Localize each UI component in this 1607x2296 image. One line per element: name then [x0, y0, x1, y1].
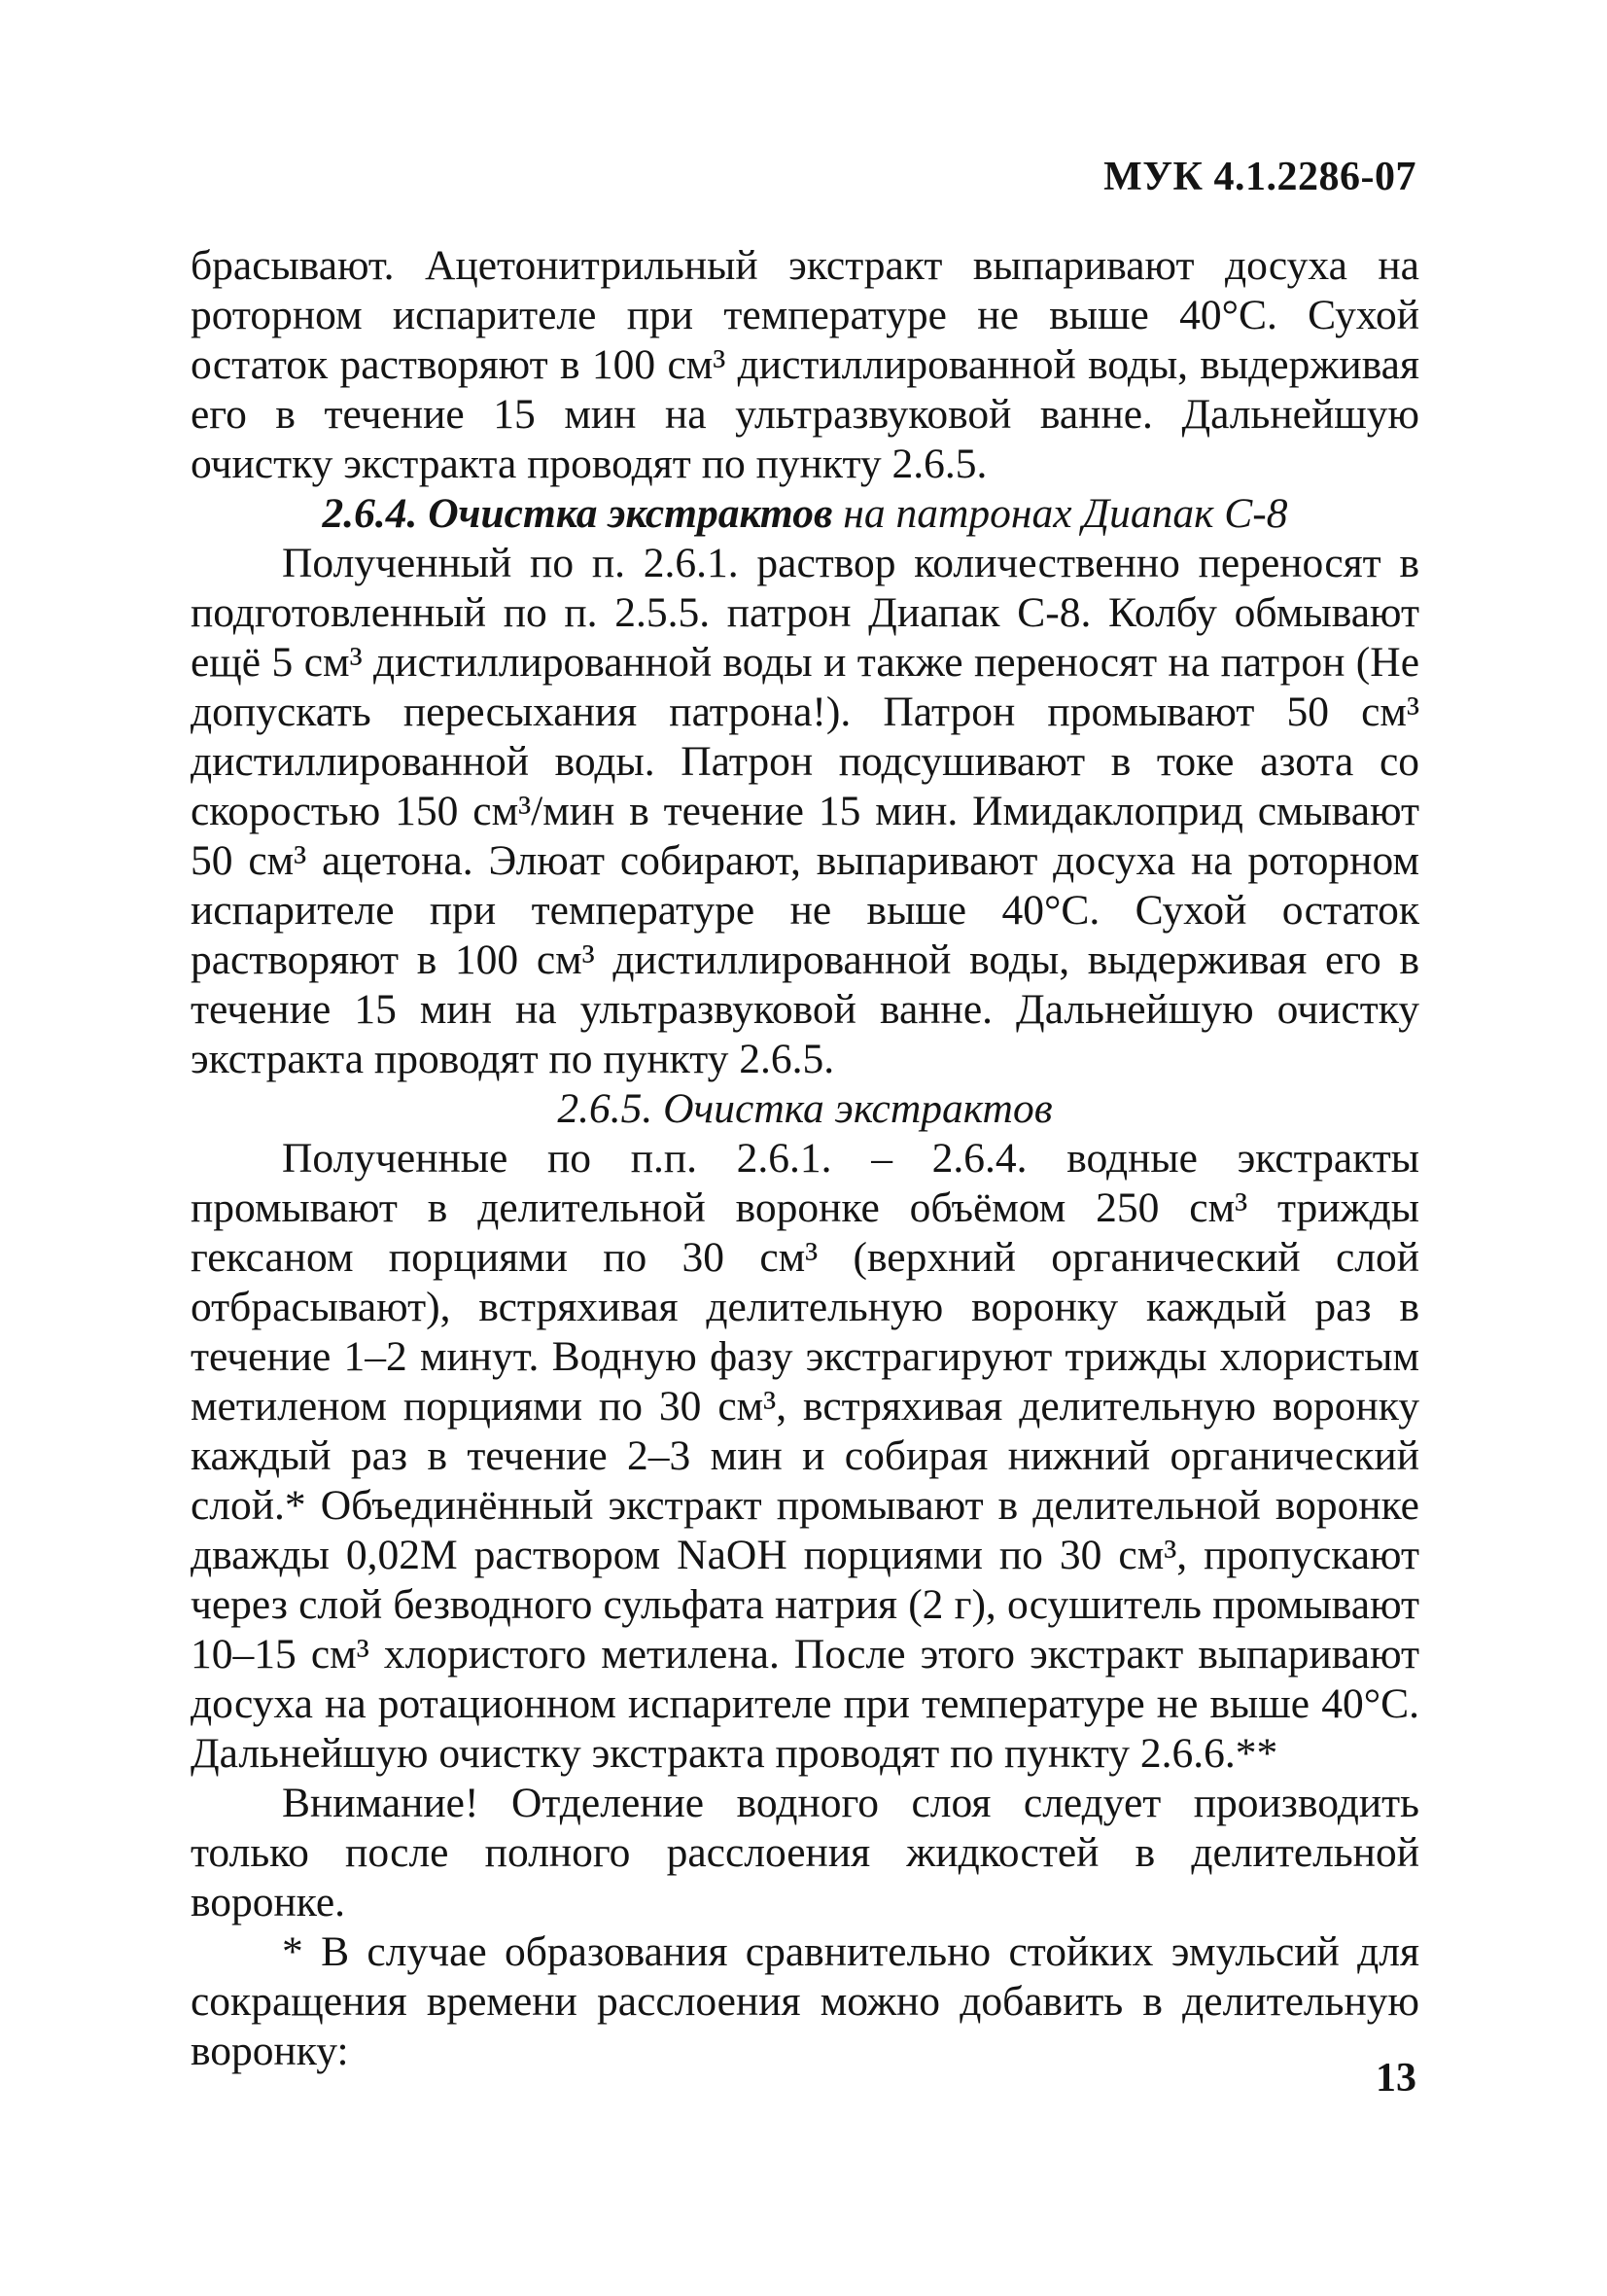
document-code: МУК 4.1.2286-07: [1103, 155, 1416, 199]
footnote-emulsion: * В случае образования сравнительно стойких эмульсий для сокращения времени расслоения можно добавить в делительную воронку:: [191, 1928, 1419, 2074]
section-heading-2-6-4: [191, 489, 1419, 539]
paragraph-cartridge-cleanup: Полученный по п. 2.6.1. раствор количественно переносят в подготовленный по п. 2.5.5. патрон Диапак С-8. Колбу обмывают ещё 5 см³ дистиллированной воды и также переносят на патрон (Не допускать пересыхания патрона!). Патрон промывают 50 см³ дистиллированной воды. Патрон подсушивают в токе азота со скоростью 150 см³/мин в течение 15 мин. Имидаклоприд смывают 50 см³ ацетона. Элюат собирают, выпаривают досуха на роторном испарителе при температуре не выше 40°С. Сухой остаток растворяют в 100 см³ дистиллированной воды, выдерживая его в течение 15 мин на ультразвуковой ванне. Дальнейшую очистку экстракта проводят по пункту 2.6.5.: [191, 540, 1419, 1082]
section-heading-2-6-5: 2.6.5. Очистка экстрактов: [557, 1085, 1053, 1132]
paragraph-extract-cleanup: Полученные по п.п. 2.6.1. – 2.6.4. водные экстракты промывают в делительной воронке объёмом 250 см³ трижды гексаном порциями по 30 см³ (верхний органический слой отбрасывают), встряхивая делительную воронку каждый раз в течение 1–2 минут. Водную фазу экстрагируют трижды хлористым метиленом порциями по 30 см³, встряхивая делительную воронку каждый раз в течение 2–3 мин и собирая нижний органический слой.* Объединённый экстракт промывают в делительной воронке дважды 0,02М раствором NaOH порциями по 30 см³, пропускают через слой безводного сульфата натрия (2 г), осушитель промывают 10–15 см³ хлористого метилена. После этого экстракт выпаривают досуха на ротационном испарителе при температуре не выше 40°С. Дальнейшую очистку экстракта проводят по пункту 2.6.6.**: [191, 1135, 1419, 1777]
section-heading-2-6-4-rest: на патронах Диапак С-8: [832, 490, 1288, 537]
page-number: 13: [1376, 2056, 1416, 2101]
section-heading-2-6-4-bold: 2.6.4. Очистка экстрактов: [322, 490, 833, 537]
paragraph-continuation: брасывают. Ацетонитрильный экстракт выпаривают досуха на роторном испарителе при температуре не выше 40°С. Сухой остаток растворяют в 100 см³ дистиллированной воды, выдерживая его в течение 15 мин на ультразвуковой ванне. Дальнейшую очистку экстракта проводят по пункту 2.6.5.: [191, 242, 1419, 487]
paragraph-attention: Внимание! Отделение водного слоя следует производить только после полного расслоения жидкостей в делительной воронке.: [191, 1780, 1419, 1925]
page-body: [191, 241, 1419, 2076]
